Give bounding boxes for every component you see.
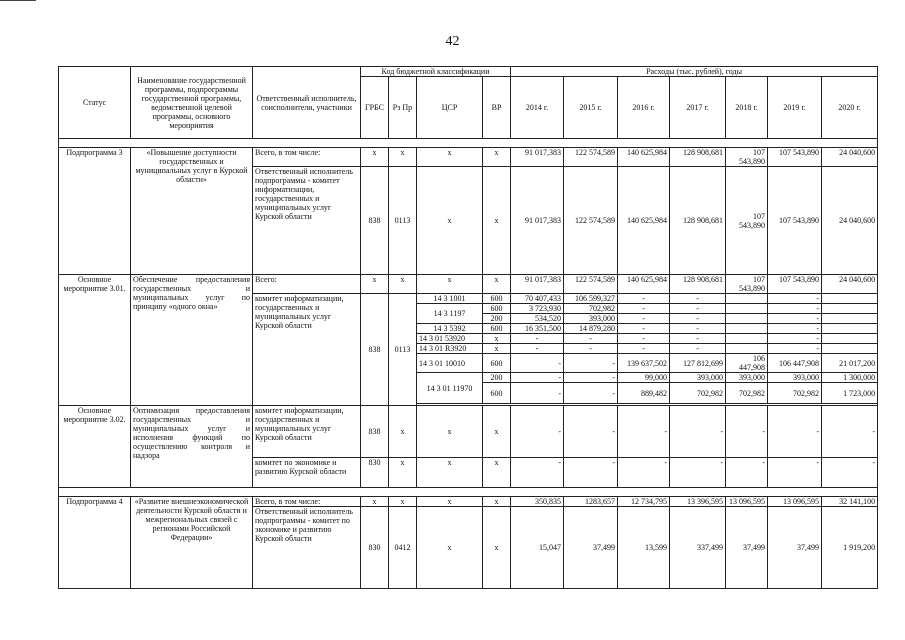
value-cell: 1 919,200: [822, 507, 878, 589]
page-number: 42: [445, 34, 460, 49]
value-cell: [822, 314, 878, 324]
value-cell: -: [768, 324, 822, 334]
code-cell: х: [483, 167, 511, 275]
value-cell: 534,520: [511, 314, 564, 324]
name-cell: Обеспечение предоставления государственных и муниципальных услуг по принципу «одного окна»: [131, 275, 253, 406]
value-cell: -: [511, 354, 564, 373]
value-cell: 107 543,890: [768, 167, 822, 275]
value-cell: [822, 294, 878, 304]
header-status: Статус: [59, 67, 131, 139]
total-label: Всего, в том числе:: [253, 148, 361, 167]
value-cell: -: [822, 406, 878, 458]
value-cell: 106 447,908: [768, 354, 822, 373]
value-cell: 24 040,600: [822, 167, 878, 275]
value-cell: -: [618, 334, 670, 344]
code-cell: х: [417, 497, 483, 507]
value-cell: -: [618, 314, 670, 324]
value-cell: 37,499: [564, 507, 618, 589]
value-cell: -: [670, 294, 726, 304]
value-cell: 13,599: [618, 507, 670, 589]
name-cell: «Развитие внешнеэкономической деятельности Курской области и межрегиональных связей с регионами Российской Федерации»: [131, 497, 253, 589]
code-cell: х: [361, 148, 389, 167]
code-cell: х: [483, 406, 511, 458]
value-cell: -: [670, 314, 726, 324]
code-cell: х: [361, 275, 389, 294]
value-cell: 1283,657: [564, 497, 618, 507]
value-cell: [726, 304, 768, 314]
code-cell: 838: [361, 167, 389, 275]
code-cell: 838: [361, 406, 389, 458]
executor-cell: комитет информатизации, государственных и муниципальных услуг Курской области: [253, 294, 361, 406]
value-cell: -: [564, 334, 618, 344]
code-cell: х: [483, 458, 511, 488]
vr-cell: 600: [483, 324, 511, 334]
code-cell: х: [483, 148, 511, 167]
value-cell: 99,000: [618, 373, 670, 383]
value-cell: 122 574,589: [564, 167, 618, 275]
value-cell: -: [768, 458, 822, 488]
code-cell: х: [483, 497, 511, 507]
code-cell: х: [389, 148, 417, 167]
value-cell: 139 637,502: [618, 354, 670, 373]
value-cell: -: [564, 458, 618, 488]
code-cell: 830: [361, 507, 389, 589]
code-cell: х: [389, 458, 417, 488]
csr-cell: 14 3 01 53920: [417, 334, 483, 344]
status-cell: Подпрограмма 3: [59, 148, 131, 275]
value-cell: 393,000: [670, 373, 726, 383]
value-cell: 70 407,433: [511, 294, 564, 304]
value-cell: 140 625,984: [618, 148, 670, 167]
value-cell: -: [670, 324, 726, 334]
value-cell: -: [618, 324, 670, 334]
table-row: [59, 497, 878, 507]
header-year: 2018 г.: [726, 77, 768, 139]
value-cell: [822, 344, 878, 354]
value-cell: -: [564, 354, 618, 373]
status-cell: Подпрограмма 4: [59, 497, 131, 589]
header-name: Наименование государственной программы, подпрограммы государственной программы, ведомственной целевой программы, основного мероприятия: [131, 67, 253, 139]
value-cell: -: [618, 406, 670, 458]
header-year: 2016 г.: [618, 77, 670, 139]
value-cell: -: [670, 334, 726, 344]
header-csr: ЦСР: [417, 77, 483, 139]
value-cell: 15,047: [511, 507, 564, 589]
code-cell: х: [483, 275, 511, 294]
value-cell: -: [670, 344, 726, 354]
code-cell: х: [417, 167, 483, 275]
code-cell: 0113: [389, 167, 417, 275]
value-cell: 122 574,589: [564, 275, 618, 294]
value-cell: 128 908,681: [670, 167, 726, 275]
value-cell: 127 812,699: [670, 354, 726, 373]
value-cell: -: [768, 334, 822, 344]
code-cell: х: [483, 507, 511, 589]
value-cell: -: [564, 383, 618, 404]
header-vr: ВР: [483, 77, 511, 139]
header-grbs: ГРБС: [361, 77, 389, 139]
value-cell: -: [768, 304, 822, 314]
value-cell: 122 574,589: [564, 148, 618, 167]
table-row: [59, 275, 878, 294]
value-cell: 702,982: [726, 383, 768, 404]
code-cell: 830: [361, 458, 389, 488]
header-rzpr: Рз Пр: [389, 77, 417, 139]
value-cell: -: [618, 294, 670, 304]
value-cell: -: [670, 406, 726, 458]
value-cell: 106 599,327: [564, 294, 618, 304]
value-cell: [726, 334, 768, 344]
value-cell: -: [618, 458, 670, 488]
value-cell: -: [511, 458, 564, 488]
code-cell: х: [417, 406, 483, 458]
value-cell: [822, 334, 878, 344]
executor-cell: Ответственный исполнитель подпрограммы - комитет по экономике и развитию Курской области: [253, 507, 361, 589]
value-cell: -: [822, 458, 878, 488]
value-cell: -: [511, 383, 564, 404]
value-cell: [726, 314, 768, 324]
table-row: [59, 406, 878, 458]
value-cell: 702,982: [564, 304, 618, 314]
csr-cell: 14 3 1197: [417, 304, 483, 324]
status-cell: Основное мероприятие 3.02.: [59, 406, 131, 488]
executor-cell: комитет по экономике и развитию Курской области: [253, 458, 361, 488]
value-cell: -: [726, 458, 768, 488]
code-cell: х: [417, 458, 483, 488]
executor-cell: Ответственный исполнитель подпрограммы - комитет информатизации, государственных и муниципальных услуг Курской области: [253, 167, 361, 275]
table-row: [59, 148, 878, 167]
value-cell: 32 141,100: [822, 497, 878, 507]
value-cell: 24 040,600: [822, 148, 878, 167]
value-cell: -: [511, 406, 564, 458]
value-cell: -: [618, 304, 670, 314]
value-cell: 37,499: [768, 507, 822, 589]
value-cell: -: [564, 344, 618, 354]
value-cell: 140 625,984: [618, 275, 670, 294]
status-cell: Основное мероприятие 3.01.: [59, 275, 131, 406]
value-cell: 1 300,000: [822, 373, 878, 383]
name-cell: Оптимизация предоставления государственных и муниципальных услуг и исполнения функций по осуществлению контроля и надзора: [131, 406, 253, 488]
value-cell: -: [726, 406, 768, 458]
value-cell: 91 017,383: [511, 148, 564, 167]
spacer-row: [59, 488, 878, 497]
value-cell: -: [511, 344, 564, 354]
value-cell: 106 447,908: [726, 354, 768, 373]
header-year: 2014 г.: [511, 77, 564, 139]
vr-cell: х: [483, 344, 511, 354]
value-cell: 91 017,383: [511, 275, 564, 294]
code-cell: 0412: [389, 507, 417, 589]
code-cell: х: [417, 275, 483, 294]
value-cell: -: [768, 344, 822, 354]
code-cell: х: [361, 497, 389, 507]
value-cell: [726, 324, 768, 334]
vr-cell: 600: [483, 294, 511, 304]
vr-cell: 600: [483, 304, 511, 314]
value-cell: -: [511, 334, 564, 344]
header-expenses: Расходы (тыс. рублей), годы: [511, 67, 878, 77]
value-cell: -: [768, 406, 822, 458]
value-cell: 337,499: [670, 507, 726, 589]
value-cell: 13 096,595: [768, 497, 822, 507]
value-cell: [822, 304, 878, 314]
value-cell: 393,000: [768, 373, 822, 383]
budget-table: [58, 66, 878, 589]
value-cell: 107 543,890: [768, 275, 822, 294]
value-cell: -: [511, 373, 564, 383]
vr-cell: 600: [483, 354, 511, 373]
value-cell: -: [618, 344, 670, 354]
value-cell: -: [768, 314, 822, 324]
header-year: 2015 г.: [564, 77, 618, 139]
value-cell: -: [564, 406, 618, 458]
total-label: Всего, в том числе:: [253, 497, 361, 507]
value-cell: 128 908,681: [670, 148, 726, 167]
value-cell: 37,499: [726, 507, 768, 589]
code-cell: х: [417, 507, 483, 589]
value-cell: -: [564, 373, 618, 383]
value-cell: -: [670, 304, 726, 314]
csr-cell: 14 3 01 11970: [417, 373, 483, 404]
header-budget-code: Код бюджетной классификации: [361, 67, 511, 77]
value-cell: 14 879,280: [564, 324, 618, 334]
value-cell: [822, 324, 878, 334]
csr-cell: 14 3 01 10010: [417, 354, 483, 373]
header-year: 2019 г.: [768, 77, 822, 139]
value-cell: 1 723,000: [822, 383, 878, 404]
value-cell: 16 351,500: [511, 324, 564, 334]
value-cell: 889,482: [618, 383, 670, 404]
value-cell: 393,000: [564, 314, 618, 324]
value-cell: 24 040,600: [822, 275, 878, 294]
header-executor: Ответственный исполнитель, соисполнители, участники: [253, 67, 361, 139]
value-cell: 107 543,890: [726, 275, 768, 294]
value-cell: 702,982: [768, 383, 822, 404]
value-cell: 12 734,795: [618, 497, 670, 507]
value-cell: 128 908,681: [670, 275, 726, 294]
vr-cell: 200: [483, 314, 511, 324]
value-cell: 13 396,595: [670, 497, 726, 507]
value-cell: 393,000: [726, 373, 768, 383]
csr-cell: 14 3 01 R3920: [417, 344, 483, 354]
value-cell: -: [768, 294, 822, 304]
top-rule: [0, 0, 36, 1]
value-cell: 107 543,890: [768, 148, 822, 167]
value-cell: 702,982: [670, 383, 726, 404]
value-cell: 350,835: [511, 497, 564, 507]
value-cell: [726, 344, 768, 354]
spacer-row: [59, 139, 878, 148]
value-cell: 91 017,383: [511, 167, 564, 275]
value-cell: -: [670, 458, 726, 488]
vr-cell: 200: [483, 373, 511, 383]
code-cell: х: [389, 497, 417, 507]
vr-cell: х: [483, 334, 511, 344]
code-cell: х: [389, 275, 417, 294]
name-cell: «Повышение доступности государственных и муниципальных услуг в Курской области»: [131, 148, 253, 275]
rzpr-cell: 0113: [389, 294, 417, 406]
executor-cell: комитет информатизации, государственных и муниципальных услуг Курской области: [253, 406, 361, 458]
code-cell: х: [389, 406, 417, 458]
value-cell: 140 625,984: [618, 167, 670, 275]
csr-cell: 14 3 1001: [417, 294, 483, 304]
csr-cell: 14 3 5392: [417, 324, 483, 334]
value-cell: [726, 294, 768, 304]
value-cell: 21 017,200: [822, 354, 878, 373]
total-label: Всего:: [253, 275, 361, 294]
value-cell: 107 543,890: [726, 148, 768, 167]
vr-cell: 600: [483, 383, 511, 404]
value-cell: 13 096,595: [726, 497, 768, 507]
header-year: 2017 г.: [670, 77, 726, 139]
value-cell: 3 723,930: [511, 304, 564, 314]
grbs-cell: 838: [361, 294, 389, 406]
value-cell: 107 543,890: [726, 167, 768, 275]
code-cell: х: [417, 148, 483, 167]
header-year: 2020 г.: [822, 77, 878, 139]
